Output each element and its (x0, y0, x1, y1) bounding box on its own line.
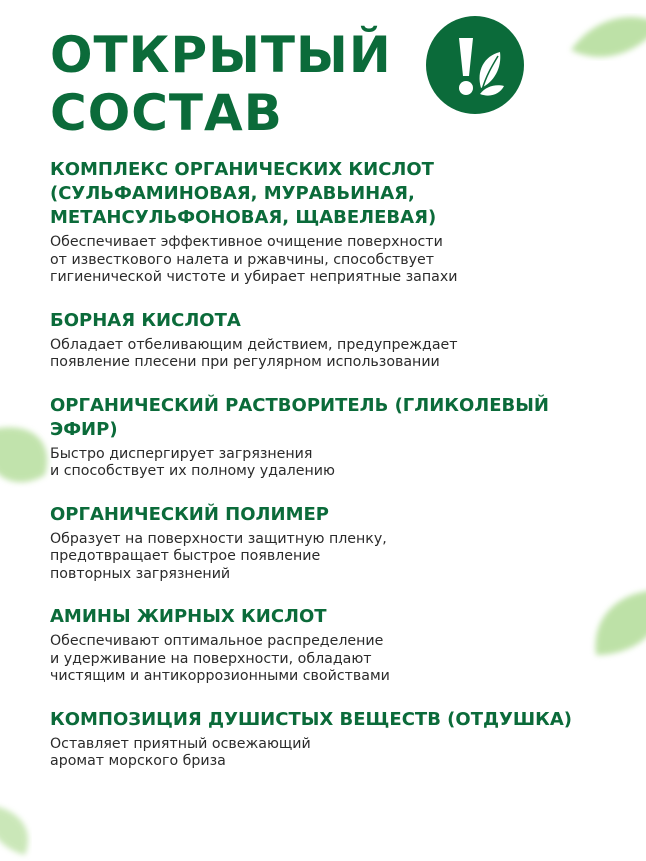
ingredients-list (50, 158, 610, 793)
page-title-line-2: СОСТАВ (50, 84, 283, 142)
page-title-line-1: ОТКРЫТЫЙ (50, 26, 392, 84)
ingredient-item (50, 309, 610, 372)
ingredient-description: Обеспечивает эффективное очищение поверхности от известкового налета и ржавчины, способствует гигиенической чистоте и убирает неприятные запахи (50, 234, 458, 285)
ingredient-description: Обладает отбеливающим действием, предупреждает появление плесени при регулярном использовании (50, 336, 458, 370)
page-title (50, 26, 392, 142)
ingredient-item (50, 503, 610, 584)
ingredient-description: Быстро диспергирует загрязнения и способствует их полному удалению (50, 445, 335, 479)
exclamation-leaf-icon (426, 16, 524, 114)
ingredient-description: Обеспечивают оптимальное распределение и удерживание на поверхности, обладают чистящим и антикоррозионными свойствами (50, 633, 390, 684)
ingredient-description: Образует на поверхности защитную пленку, предотвращает быстрое появление повторных загрязнений (50, 530, 387, 582)
ingredient-title: АМИНЫ ЖИРНЫХ КИСЛОТ (50, 606, 327, 627)
ingredient-title: КОМПЛЕКС ОРГАНИЧЕСКИХ КИСЛОТ (СУЛЬФАМИНОВАЯ, МУРАВЬИНАЯ, МЕТАНСУЛЬФОНОВАЯ, ЩАВЕЛЕВАЯ) (50, 159, 437, 228)
ingredient-item (50, 708, 610, 771)
leaf-top-right-icon (566, 10, 646, 70)
ingredient-item (50, 158, 610, 287)
ingredient-title: ОРГАНИЧЕСКИЙ ПОЛИМЕР (50, 503, 329, 525)
ingredient-title: КОМПОЗИЦИЯ ДУШИСТЫХ ВЕЩЕСТВ (ОТДУШКА) (50, 708, 572, 730)
ingredient-description: Оставляет приятный освежающий аромат морского бриза (50, 735, 311, 769)
ingredient-title: БОРНАЯ КИСЛОТА (50, 309, 241, 331)
leaf-bottom-left-icon (0, 800, 40, 860)
ingredient-title: ОРГАНИЧЕСКИЙ РАСТВОРИТЕЛЬ (ГЛИКОЛЕВЫЙ ЭФИР) (50, 394, 549, 440)
ingredient-item (50, 605, 610, 686)
ingredient-item (50, 394, 610, 481)
